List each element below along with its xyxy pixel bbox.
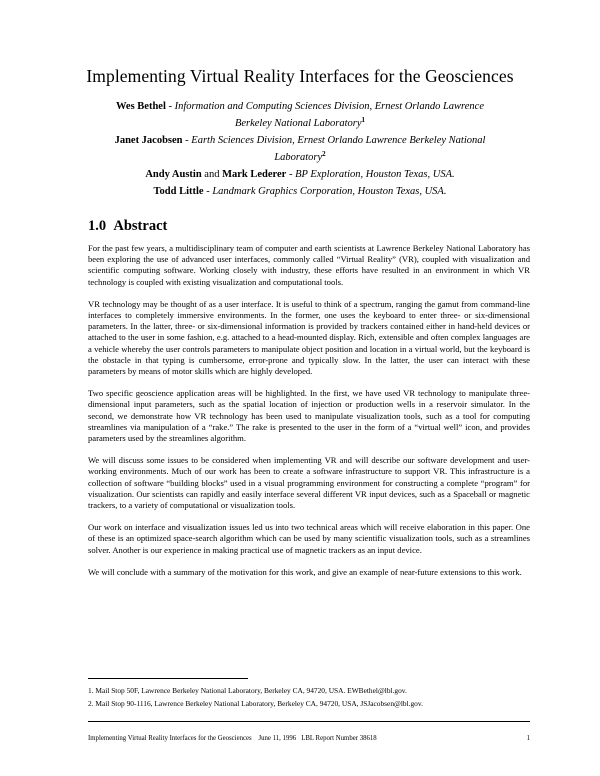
footnote: 1. Mail Stop 50F, Lawrence Berkeley National Laboratory, Berkeley CA, 94720, USA. EWBethel@lbl.gov. (88, 686, 407, 695)
abstract-paragraph: Our work on interface and visualization issues led us into two technical areas which will receive elaboration in this paper. One of these is an optimized space-search algorithm which can be used by many scientific visualization tools, such as a streamlines solver. Another is our experience in making practical use of magnetic trackers as an input device. (88, 522, 530, 555)
section-heading (88, 218, 167, 235)
section-title: Abstract (113, 218, 168, 234)
author-affiliation: Earth Sciences Division, Ernest Orlando Lawrence Berkeley National Laboratory (191, 135, 486, 163)
author-entry: Andy Austin and Mark Lederer - BP Exploration, Houston Texas, USA. (145, 169, 455, 180)
page-number: 1 (526, 735, 530, 742)
footnotes (88, 684, 538, 710)
footnote-marker: 2 (322, 150, 326, 158)
footer-text: Implementing Virtual Reality Interfaces for the Geosciences June 11, 1996 LBL Report Number 38618 (88, 735, 377, 742)
abstract-body (88, 243, 530, 589)
author-affiliation: Landmark Graphics Corporation, Houston Texas, USA. (212, 186, 447, 197)
footnote: 2. Mail Stop 90-1116, Lawrence Berkeley National Laboratory, Berkeley CA, 94720, USA, JSJacobsen@lbl.gov. (88, 699, 423, 708)
author-name: Andy Austin (145, 169, 202, 180)
abstract-paragraph: For the past few years, a multidisciplinary team of computer and earth scientists at Lawrence Berkeley National Laboratory has been exploring the use of advanced user interfaces, commonly called “Virtual Reality” (VR), coupled with visualization and scientific computing software. Working closely with industry, these efforts have resulted in an environment in which VR technology is coupled with existing visualization and computational tools. (88, 243, 530, 287)
page-footer (88, 735, 530, 742)
paper-title: Implementing Virtual Reality Interfaces for the Geosciences (86, 66, 514, 86)
abstract-paragraph: We will conclude with a summary of the motivation for this work, and give an example of near-future extensions to this work. (88, 566, 522, 577)
author-entry: Todd Little - Landmark Graphics Corporation, Houston Texas, USA. (153, 186, 447, 197)
author-affiliation: BP Exploration, Houston Texas, USA. (295, 169, 455, 180)
author-entry: Janet Jacobsen - Earth Sciences Division, Ernest Orlando Lawrence Berkeley National Laboratory$^2$ (114, 135, 486, 163)
abstract-paragraph: VR technology may be thought of as a user interface. It is useful to think of a spectrum, ranging the gamut from command-line interfaces to completely immersive environments. In the former, one uses the keyboard to enter three- or six-dimensional parameters. In the latter, three- or six-dimensional information is provided by trackers contained either in hand-held devices or attached to the user in some fashion, e.g. attached to a head-mounted display. Rich, extensible and often complex languages are a vehicle whereby the user controls parameters to manipulate object position and location in a virtual world, but the keyboard is the obstacle in that typing is cumbersome, error-prone and typically slow. In the latter, the user can interact with these parameters by means of motor skills which are highly developed. (88, 298, 530, 377)
author-name: Wes Bethel (116, 101, 166, 112)
author-name: Mark Lederer (222, 169, 287, 180)
footnote-divider (88, 678, 248, 679)
abstract-paragraph: Two specific geoscience application areas will be highlighted. In the first, we have used VR technology to manipulate three-dimensional input parameters, such as the spatial location of injection or production wells in a reservoir simulator. In the second, we demonstrate how VR technology has been used to manipulate visualization tools, such as a tool for computing streamlines via manipulation of a “rake.” The rake is presented to the user in the form of a “virtual well” icon, and provides parameters used by the streamlines algorithm. (88, 388, 530, 444)
footer-divider (88, 721, 530, 722)
author-block (100, 98, 500, 200)
footnote-marker: 1 (361, 116, 366, 124)
abstract-paragraph: We will discuss some issues to be considered when implementing VR and will describe our software development and user-working environments. Much of our work has been to create a software infrastructure to support VR. This infrastructure is a collection of software “building blocks” used in a visual programming environment for constructing a complete “program” for visualization. Our scientists can rapidly and easily interface several different VR input devices, such as a Spaceball or magnetic trackers, to a variety of computational or visualization tools. (88, 455, 530, 511)
author-affiliation: Information and Computing Sciences Division, Ernest Orlando Lawrence Berkeley National Laboratory (174, 101, 484, 129)
author-entry: Wes Bethel - Information and Computing Sciences Division, Ernest Orlando Lawrence Berkeley National Laboratory$^1$ (116, 101, 484, 129)
section-number: 1.0 (88, 218, 107, 234)
author-name: Todd Little (153, 186, 204, 197)
author-name: Janet Jacobsen (114, 135, 183, 146)
